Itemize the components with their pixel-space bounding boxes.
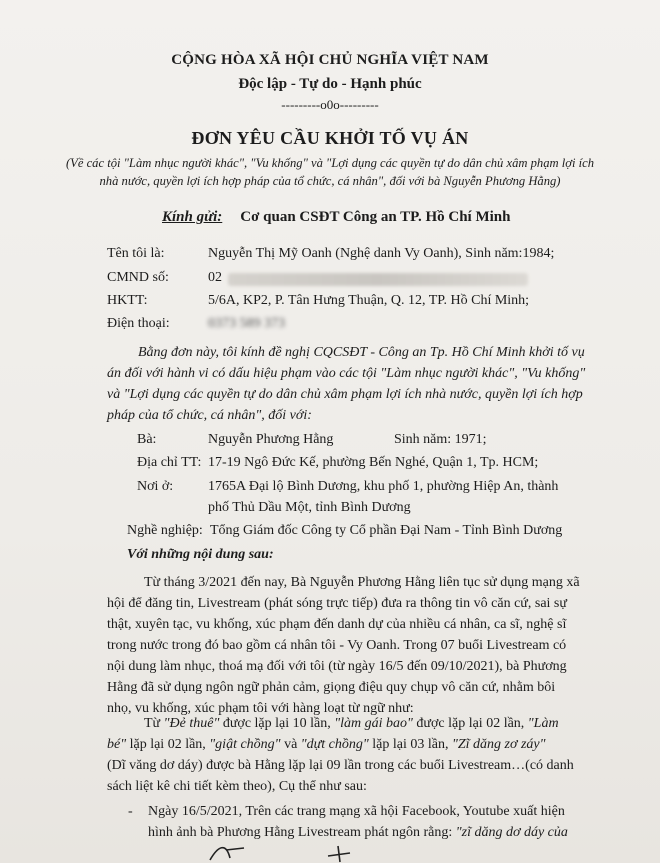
quote-term: bé" xyxy=(107,737,127,752)
recipient-value: Cơ quan CSĐT Công an TP. Hồ Chí Minh xyxy=(240,209,511,225)
request-line-1: Bằng đơn này, tôi kính đề nghị CQCSĐT - Công an Tp. Hồ Chí Minh khởi tố vụ xyxy=(138,345,585,360)
text-span: Từ xyxy=(144,716,164,731)
text-span: lặp lại 03 lần, xyxy=(368,737,452,752)
content-line-2: hội để đăng tin, Livestream (phát sóng trực tiếp) đưa ra thông tin vô căn cứ, sai sự xyxy=(107,596,567,611)
quote-term: "Zĩ dăng zơ záy" xyxy=(451,737,546,752)
quote-line-4: sách liệt kê chi tiết kèm theo), Cụ thể như sau: xyxy=(107,779,367,794)
redacted-id-blur xyxy=(228,273,528,286)
applicant-address-value: 5/6A, KP2, P. Tân Hưng Thuận, Q. 12, TP. Hồ Chí Minh; xyxy=(208,293,530,308)
national-motto: Độc lập - Tự do - Hạnh phúc xyxy=(238,76,422,92)
text-span: được lặp lại 02 lần, xyxy=(412,716,528,731)
applicant-address-label: HKTT: xyxy=(107,293,148,308)
content-line-4: trong nước trong đó bao gồm cá nhân tôi - Vy Oanh. Trong 07 buổi Livestream có xyxy=(107,638,567,653)
quote-term: "giật chồng" xyxy=(209,737,281,752)
signature-scribble xyxy=(200,838,380,863)
content-line-7: nhọ, vu khống, xúc phạm tôi với hàng loạt từ ngữ như: xyxy=(107,701,414,716)
bullet-line-1: Ngày 16/5/2021, Trên các trang mạng xã hội Facebook, Youtube xuất hiện xyxy=(148,804,565,819)
text-span: được lặp lại 10 lần, xyxy=(219,716,335,731)
applicant-name-value: Nguyễn Thị Mỹ Oanh (Nghệ danh Vy Oanh), Sinh năm:1984; xyxy=(208,246,555,261)
applicant-phone-value: 0373 589 373 xyxy=(208,316,285,331)
request-line-4: pháp của tổ chức, cá nhân", đối với: xyxy=(107,408,312,423)
request-line-2: án đối với hành vi có dấu hiệu phạm vào các tội "Làm nhục người khác", "Vu khống" xyxy=(107,366,586,381)
respondent-residence-line-1: 1765A Đại lộ Bình Dương, khu phố 1, phường Hiệp An, thành xyxy=(208,479,559,494)
applicant-id-value: 02 xyxy=(208,270,222,285)
quote-term: "dựt chồng" xyxy=(300,737,369,752)
respondent-job-value: Tổng Giám đốc Công ty Cổ phần Đại Nam - Tỉnh Bình Dương xyxy=(210,523,563,538)
content-line-3: thật, xuyên tạc, vu khống, xúc phạm đến danh dự của nhiều cá nhân, ca sĩ, nghệ sĩ xyxy=(107,617,567,632)
applicant-phone-label: Điện thoại: xyxy=(107,316,170,331)
content-line-5: nội dung làm nhục, thoá mạ đối với tôi (từ ngày 16/5 đến 09/10/2021), bà Phương xyxy=(107,659,567,674)
subtitle-line-1: (Về các tội "Làm nhục người khác", "Vu khống" và "Lợi dụng các quyền tự do dân chủ xâm phạm lợi ích xyxy=(65,156,595,170)
respondent-residence-line-2: phố Thủ Dầu Một, tỉnh Bình Dương xyxy=(208,500,411,515)
quote-term: "zĩ dăng dơ dáy của xyxy=(455,825,568,840)
respondent-residence-label: Nơi ở: xyxy=(137,479,174,494)
quote-term: "làm gái bao" xyxy=(334,716,413,731)
respondent-job-label: Nghề nghiệp: xyxy=(127,523,203,538)
recipient-label: Kính gửi: xyxy=(162,209,223,225)
respondent-name-label: Bà: xyxy=(137,432,157,447)
bullet-mark: - xyxy=(128,804,133,819)
content-heading: Với những nội dung sau: xyxy=(127,547,274,562)
text-span: và xyxy=(280,737,301,752)
request-line-3: và "Lợi dụng các quyền tự do dân chủ xâm phạm lợi ích nhà nước, quyền lợi ích hợp xyxy=(107,387,583,402)
respondent-name-value: Nguyễn Phương Hằng xyxy=(208,432,334,447)
quote-term: "Làm xyxy=(527,716,559,731)
text-span: hình ảnh bà Phương Hằng Livestream phát ngôn rằng: xyxy=(148,825,456,840)
document-title: ĐƠN YÊU CẦU KHỞI TỐ VỤ ÁN xyxy=(191,128,469,148)
quote-line-1 xyxy=(144,716,559,732)
recipient-line xyxy=(162,209,510,226)
quote-line-2 xyxy=(107,737,546,753)
respondent-address-label: Địa chỉ TT: xyxy=(137,455,202,470)
quote-line-3: (Dĩ văng dơ dáy) được bà Hằng lặp lại 09 lần trong các buổi Livestream…(có danh xyxy=(107,758,574,773)
national-title: CỘNG HÒA XÃ HỘI CHỦ NGHĨA VIỆT NAM xyxy=(171,52,489,68)
content-line-6: Hằng đã sử dụng ngôn ngữ phản cảm, giọng điệu quy chụp vô căn cứ, nhằm bôi xyxy=(107,680,556,695)
applicant-id-label: CMND số: xyxy=(107,270,169,285)
quote-term: "Đẻ thuê" xyxy=(163,716,220,731)
text-span: lặp lại 02 lần, xyxy=(126,737,210,752)
content-line-1: Từ tháng 3/2021 đến nay, Bà Nguyễn Phương Hằng liên tục sử dụng mạng xã xyxy=(144,575,580,590)
respondent-birth: Sinh năm: 1971; xyxy=(394,432,487,447)
subtitle-line-2: nhà nước, quyền lợi ích hợp pháp của tổ chức, cá nhân", đối với bà Nguyễn Phương Hằng) xyxy=(99,174,561,188)
applicant-name-label: Tên tôi là: xyxy=(107,246,165,261)
header-divider: ---------o0o--------- xyxy=(281,97,379,112)
respondent-address-value: 17-19 Ngô Đức Kế, phường Bến Nghé, Quận 1, Tp. HCM; xyxy=(208,455,539,470)
